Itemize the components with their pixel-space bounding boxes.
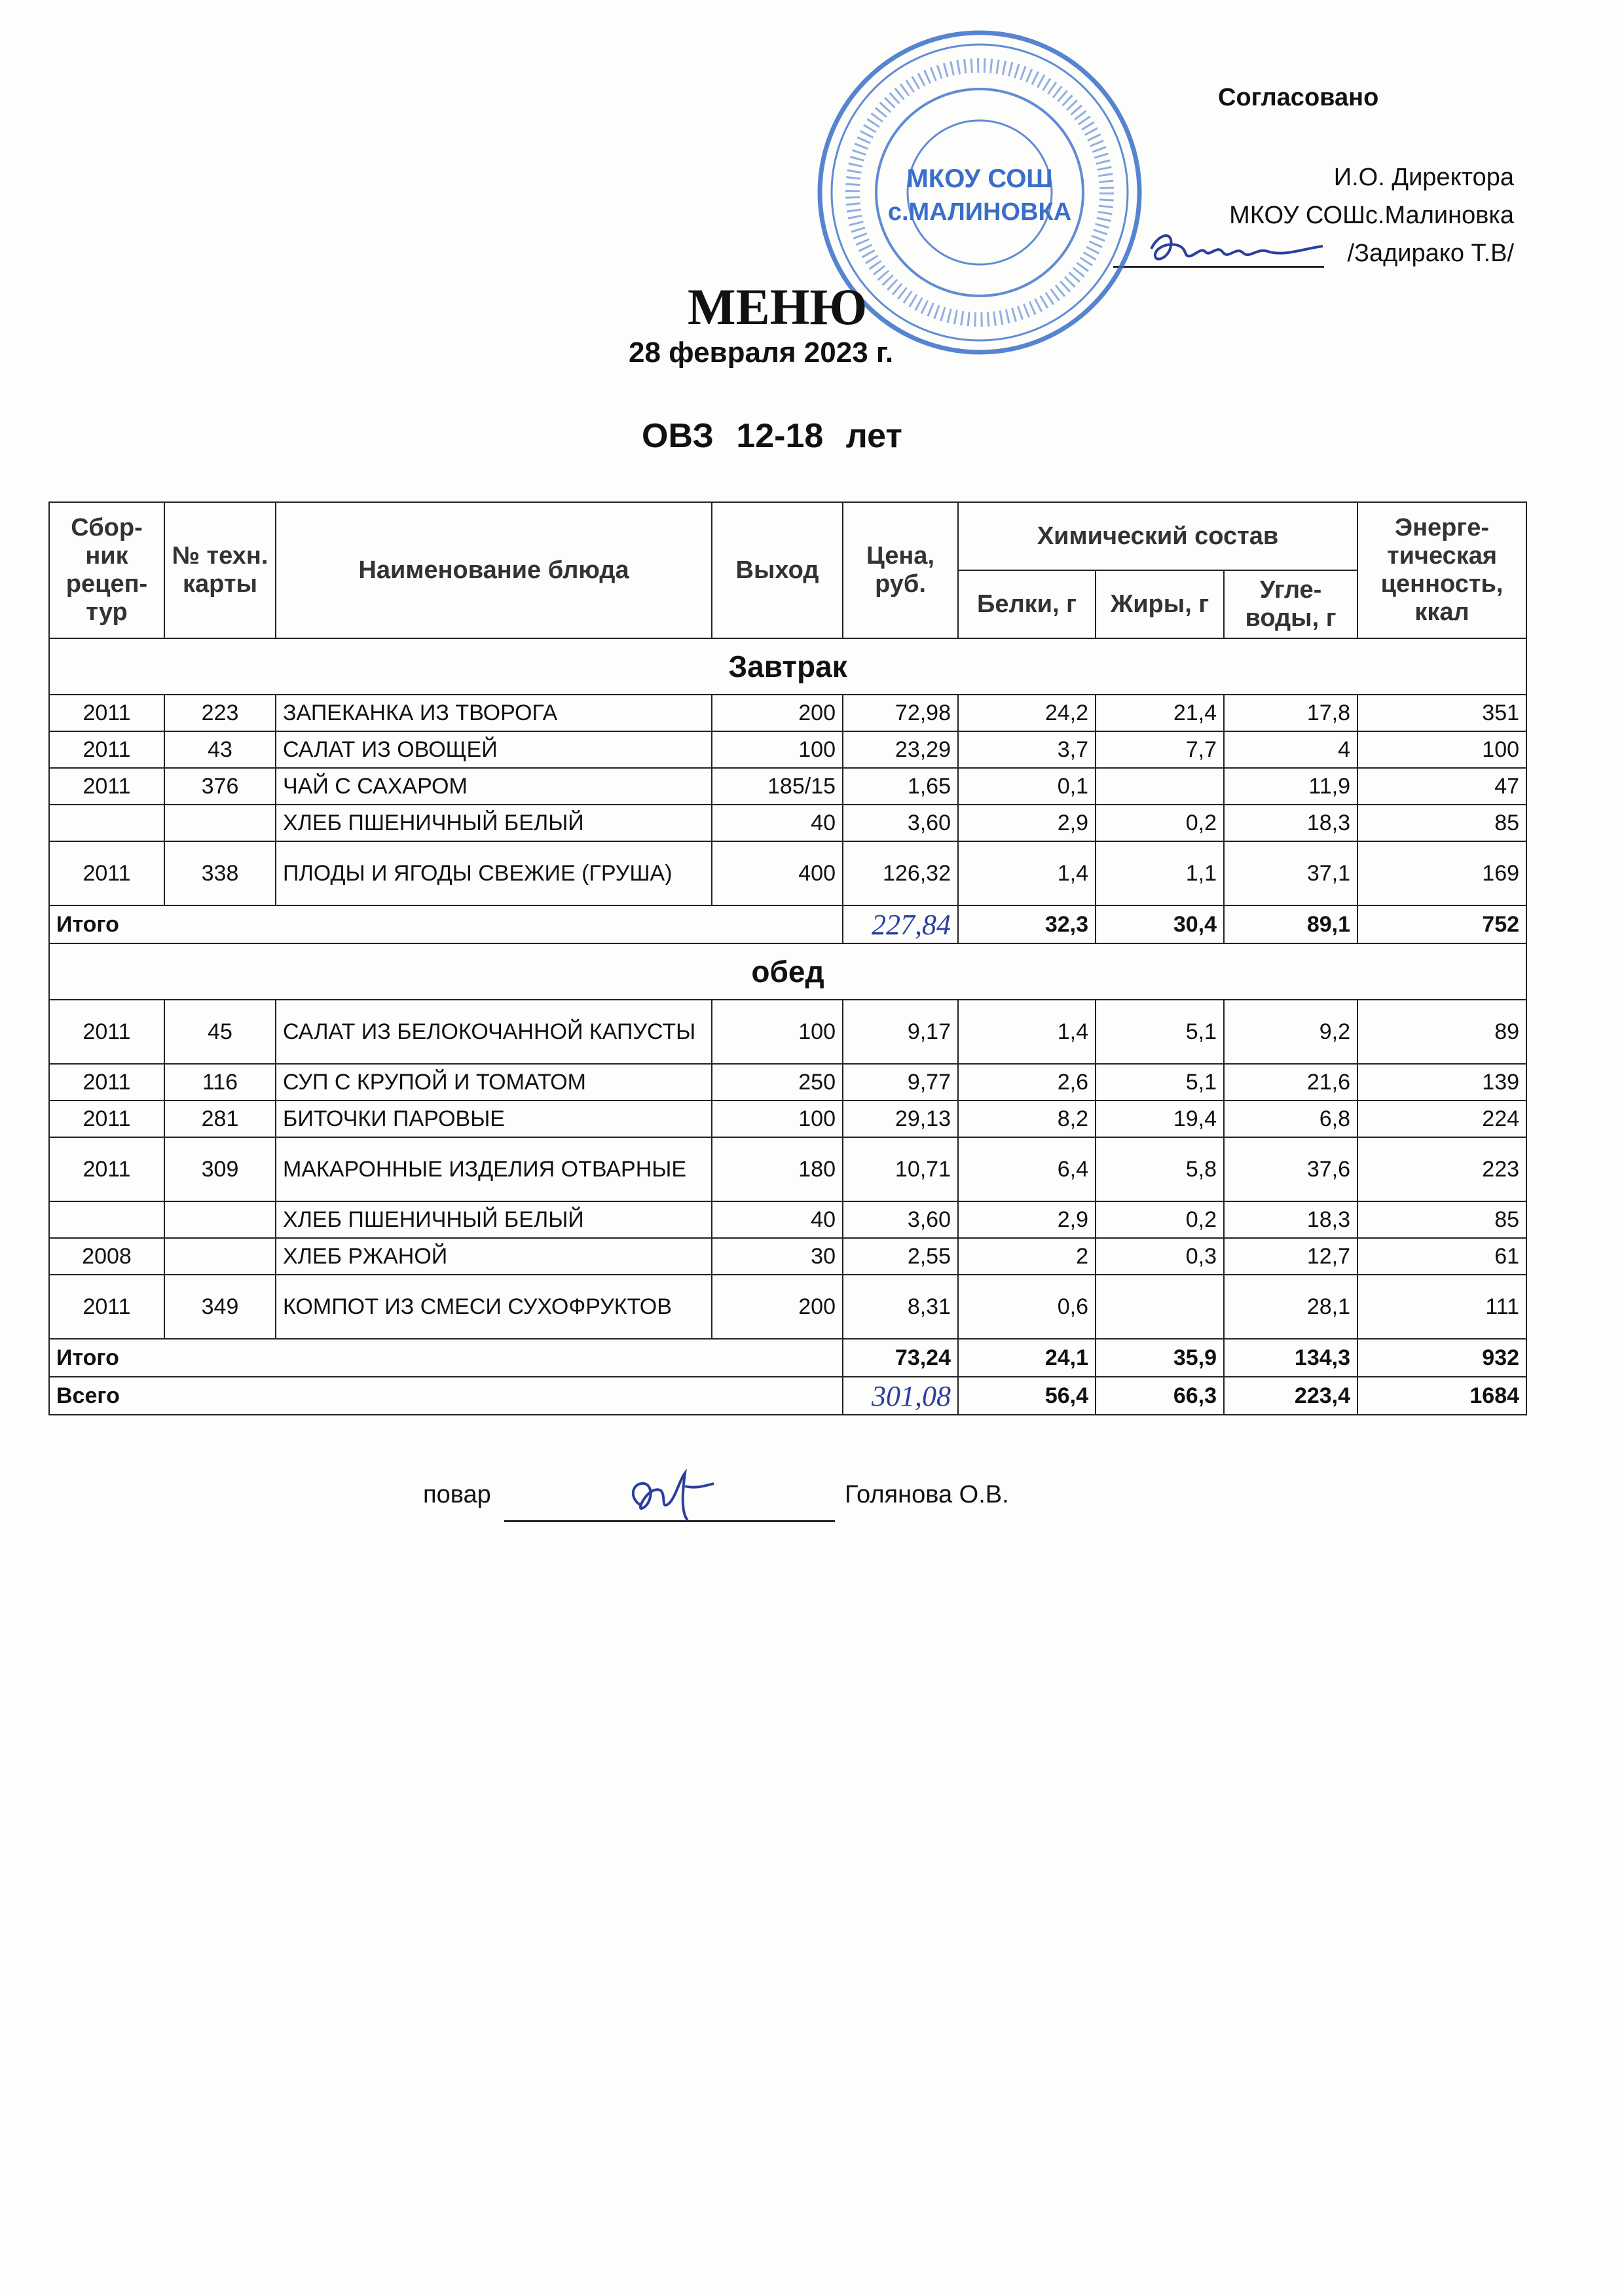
table-row bbox=[49, 805, 1526, 841]
cell-proteins: 1,4 bbox=[958, 1000, 1096, 1064]
breakfast-total-row bbox=[49, 905, 1526, 943]
cell-price: 23,29 bbox=[843, 731, 958, 768]
cell-yield: 185/15 bbox=[712, 768, 843, 805]
cell-price: 1,65 bbox=[843, 768, 958, 805]
menu-date: 28 февраля 2023 г. bbox=[629, 337, 894, 369]
section-title: обед bbox=[49, 943, 1526, 1000]
cell-fats: 19,4 bbox=[1096, 1101, 1224, 1137]
cell-fats: 1,1 bbox=[1096, 841, 1224, 905]
cell-price: 3,60 bbox=[843, 805, 958, 841]
table-row bbox=[49, 1000, 1526, 1064]
cell-card bbox=[164, 805, 276, 841]
cell-card: 338 bbox=[164, 841, 276, 905]
cell-carbs: 21,6 bbox=[1224, 1064, 1357, 1101]
grand-total-row bbox=[49, 1377, 1526, 1415]
table-row bbox=[49, 841, 1526, 905]
cell-collection bbox=[49, 805, 164, 841]
cell-dish: КОМПОТ ИЗ СМЕСИ СУХОФРУКТОВ bbox=[276, 1275, 712, 1339]
approval-position: И.О. Директора bbox=[1333, 164, 1514, 191]
total-fats: 35,9 bbox=[1096, 1339, 1224, 1377]
cell-fats: 5,8 bbox=[1096, 1137, 1224, 1201]
total-carbs: 89,1 bbox=[1224, 905, 1357, 943]
cell-proteins: 3,7 bbox=[958, 731, 1096, 768]
cell-card: 223 bbox=[164, 695, 276, 731]
cell-energy: 111 bbox=[1357, 1275, 1526, 1339]
cell-dish: ЗАПЕКАНКА ИЗ ТВОРОГА bbox=[276, 695, 712, 731]
cell-energy: 85 bbox=[1357, 805, 1526, 841]
cell-dish: СУП С КРУПОЙ И ТОМАТОМ bbox=[276, 1064, 712, 1101]
cell-dish: ХЛЕБ ПШЕНИЧНЫЙ БЕЛЫЙ bbox=[276, 1201, 712, 1238]
cell-energy: 223 bbox=[1357, 1137, 1526, 1201]
cell-card bbox=[164, 1201, 276, 1238]
section-lunch bbox=[49, 943, 1526, 1000]
cell-collection: 2008 bbox=[49, 1238, 164, 1275]
col-fats-header: Жиры, г bbox=[1096, 570, 1224, 638]
cell-carbs: 12,7 bbox=[1224, 1238, 1357, 1275]
cell-fats: 0,2 bbox=[1096, 1201, 1224, 1238]
col-collection-header: Сбор-ник рецеп-тур bbox=[49, 502, 164, 638]
cell-dish: ПЛОДЫ И ЯГОДЫ СВЕЖИЕ (ГРУША) bbox=[276, 841, 712, 905]
table-row bbox=[49, 731, 1526, 768]
cell-dish: ХЛЕБ ПШЕНИЧНЫЙ БЕЛЫЙ bbox=[276, 805, 712, 841]
menu-group: ОВЗ 12-18 лет bbox=[642, 417, 902, 455]
total-price bbox=[843, 905, 958, 943]
cell-dish: МАКАРОННЫЕ ИЗДЕЛИЯ ОТВАРНЫЕ bbox=[276, 1137, 712, 1201]
grand-total-fats: 66,3 bbox=[1096, 1377, 1224, 1415]
col-card-header: № техн. карты bbox=[164, 502, 276, 638]
cell-dish: БИТОЧКИ ПАРОВЫЕ bbox=[276, 1101, 712, 1137]
cell-collection: 2011 bbox=[49, 768, 164, 805]
cell-proteins: 8,2 bbox=[958, 1101, 1096, 1137]
cell-price: 2,55 bbox=[843, 1238, 958, 1275]
menu-title: МЕНЮ bbox=[688, 278, 868, 335]
cell-collection: 2011 bbox=[49, 1064, 164, 1101]
total-carbs: 134,3 bbox=[1224, 1339, 1357, 1377]
cell-fats: 0,2 bbox=[1096, 805, 1224, 841]
stamp-center-line2: с.МАЛИНОВКА bbox=[887, 198, 1072, 226]
total-fats: 30,4 bbox=[1096, 905, 1224, 943]
total-proteins: 24,1 bbox=[958, 1339, 1096, 1377]
cell-energy: 89 bbox=[1357, 1000, 1526, 1064]
cell-collection: 2011 bbox=[49, 731, 164, 768]
total-price: 73,24 bbox=[843, 1339, 958, 1377]
total-label: Итого bbox=[49, 905, 843, 943]
cell-collection: 2011 bbox=[49, 1275, 164, 1339]
cell-energy: 85 bbox=[1357, 1201, 1526, 1238]
cell-collection: 2011 bbox=[49, 1000, 164, 1064]
total-energy: 752 bbox=[1357, 905, 1526, 943]
cell-card: 45 bbox=[164, 1000, 276, 1064]
cell-price: 126,32 bbox=[843, 841, 958, 905]
cell-yield: 100 bbox=[712, 1000, 843, 1064]
cell-collection: 2011 bbox=[49, 695, 164, 731]
approval-title: Согласовано bbox=[1218, 84, 1379, 111]
cell-carbs: 18,3 bbox=[1224, 805, 1357, 841]
cell-yield: 100 bbox=[712, 1101, 843, 1137]
handwritten-price: 227,84 bbox=[872, 908, 951, 941]
section-title: Завтрак bbox=[49, 638, 1526, 695]
stamp-center-line1: МКОУ СОШ bbox=[906, 164, 1053, 193]
cell-carbs: 37,1 bbox=[1224, 841, 1357, 905]
cell-card: 349 bbox=[164, 1275, 276, 1339]
cell-carbs: 28,1 bbox=[1224, 1275, 1357, 1339]
cell-collection bbox=[49, 1201, 164, 1238]
cell-yield: 250 bbox=[712, 1064, 843, 1101]
cell-yield: 30 bbox=[712, 1238, 843, 1275]
cell-carbs: 17,8 bbox=[1224, 695, 1357, 731]
cell-yield: 400 bbox=[712, 841, 843, 905]
cell-proteins: 6,4 bbox=[958, 1137, 1096, 1201]
cell-card: 116 bbox=[164, 1064, 276, 1101]
cell-fats: 21,4 bbox=[1096, 695, 1224, 731]
approval-organization: МКОУ СОШс.Малиновка bbox=[1229, 202, 1514, 229]
cell-card: 43 bbox=[164, 731, 276, 768]
cell-card: 309 bbox=[164, 1137, 276, 1201]
cell-price: 9,77 bbox=[843, 1064, 958, 1101]
lunch-total-row bbox=[49, 1339, 1526, 1377]
cell-fats bbox=[1096, 768, 1224, 805]
section-breakfast bbox=[49, 638, 1526, 695]
cell-carbs: 9,2 bbox=[1224, 1000, 1357, 1064]
cell-yield: 180 bbox=[712, 1137, 843, 1201]
table-row bbox=[49, 1238, 1526, 1275]
handwritten-price: 301,08 bbox=[872, 1379, 951, 1412]
grand-total-price bbox=[843, 1377, 958, 1415]
cook-role: повар bbox=[423, 1481, 491, 1508]
total-label: Итого bbox=[49, 1339, 843, 1377]
cell-proteins: 2,9 bbox=[958, 1201, 1096, 1238]
cell-price: 72,98 bbox=[843, 695, 958, 731]
cell-yield: 200 bbox=[712, 695, 843, 731]
cell-fats bbox=[1096, 1275, 1224, 1339]
col-chemical-header: Химический состав bbox=[958, 502, 1357, 570]
table-row bbox=[49, 768, 1526, 805]
cell-collection: 2011 bbox=[49, 1101, 164, 1137]
table-row bbox=[49, 1064, 1526, 1101]
cell-carbs: 4 bbox=[1224, 731, 1357, 768]
table-row bbox=[49, 695, 1526, 731]
cell-yield: 200 bbox=[712, 1275, 843, 1339]
cell-collection: 2011 bbox=[49, 841, 164, 905]
cell-dish: ХЛЕБ РЖАНОЙ bbox=[276, 1238, 712, 1275]
cell-carbs: 37,6 bbox=[1224, 1137, 1357, 1201]
table-row bbox=[49, 1275, 1526, 1339]
table-row bbox=[49, 1201, 1526, 1238]
cell-energy: 139 bbox=[1357, 1064, 1526, 1101]
col-price-header: Цена, руб. bbox=[843, 502, 958, 638]
cell-card bbox=[164, 1238, 276, 1275]
col-dish-header: Наименование блюда bbox=[276, 502, 712, 638]
cell-fats: 5,1 bbox=[1096, 1000, 1224, 1064]
cell-fats: 5,1 bbox=[1096, 1064, 1224, 1101]
cell-dish: ЧАЙ С САХАРОМ bbox=[276, 768, 712, 805]
cell-proteins: 0,1 bbox=[958, 768, 1096, 805]
cell-carbs: 18,3 bbox=[1224, 1201, 1357, 1238]
cell-fats: 0,3 bbox=[1096, 1238, 1224, 1275]
col-energy-header: Энерге-тическая ценность, ккал bbox=[1357, 502, 1526, 638]
cell-card: 376 bbox=[164, 768, 276, 805]
total-energy: 932 bbox=[1357, 1339, 1526, 1377]
cell-carbs: 6,8 bbox=[1224, 1101, 1357, 1137]
col-yield-header: Выход bbox=[712, 502, 843, 638]
cell-yield: 40 bbox=[712, 805, 843, 841]
director-signature bbox=[1139, 220, 1329, 279]
grand-total-label: Всего bbox=[49, 1377, 843, 1415]
cell-price: 10,71 bbox=[843, 1137, 958, 1201]
cell-fats: 7,7 bbox=[1096, 731, 1224, 768]
cell-proteins: 2,6 bbox=[958, 1064, 1096, 1101]
cell-proteins: 0,6 bbox=[958, 1275, 1096, 1339]
grand-total-energy: 1684 bbox=[1357, 1377, 1526, 1415]
cell-yield: 40 bbox=[712, 1201, 843, 1238]
menu-table bbox=[48, 501, 1527, 1415]
cell-proteins: 24,2 bbox=[958, 695, 1096, 731]
table-row bbox=[49, 1101, 1526, 1137]
table-row bbox=[49, 1137, 1526, 1201]
cook-signature bbox=[622, 1460, 727, 1532]
col-proteins-header: Белки, г bbox=[958, 570, 1096, 638]
cell-energy: 100 bbox=[1357, 731, 1526, 768]
cell-proteins: 1,4 bbox=[958, 841, 1096, 905]
cell-price: 3,60 bbox=[843, 1201, 958, 1238]
col-carbs-header: Угле-воды, г bbox=[1224, 570, 1357, 638]
cell-card: 281 bbox=[164, 1101, 276, 1137]
cook-name: Голянова О.В. bbox=[845, 1481, 1009, 1508]
cell-carbs: 11,9 bbox=[1224, 768, 1357, 805]
cell-proteins: 2 bbox=[958, 1238, 1096, 1275]
cell-proteins: 2,9 bbox=[958, 805, 1096, 841]
table-header-row bbox=[49, 502, 1526, 570]
cell-yield: 100 bbox=[712, 731, 843, 768]
total-proteins: 32,3 bbox=[958, 905, 1096, 943]
approval-signatory: /Задирако Т.В/ bbox=[1347, 240, 1514, 267]
grand-total-proteins: 56,4 bbox=[958, 1377, 1096, 1415]
cell-price: 29,13 bbox=[843, 1101, 958, 1137]
cell-collection: 2011 bbox=[49, 1137, 164, 1201]
cell-energy: 61 bbox=[1357, 1238, 1526, 1275]
cell-energy: 224 bbox=[1357, 1101, 1526, 1137]
cell-price: 9,17 bbox=[843, 1000, 958, 1064]
cell-dish: САЛАТ ИЗ БЕЛОКОЧАННОЙ КАПУСТЫ bbox=[276, 1000, 712, 1064]
cell-price: 8,31 bbox=[843, 1275, 958, 1339]
cell-dish: САЛАТ ИЗ ОВОЩЕЙ bbox=[276, 731, 712, 768]
cell-energy: 169 bbox=[1357, 841, 1526, 905]
cell-energy: 47 bbox=[1357, 768, 1526, 805]
grand-total-carbs: 223,4 bbox=[1224, 1377, 1357, 1415]
cell-energy: 351 bbox=[1357, 695, 1526, 731]
